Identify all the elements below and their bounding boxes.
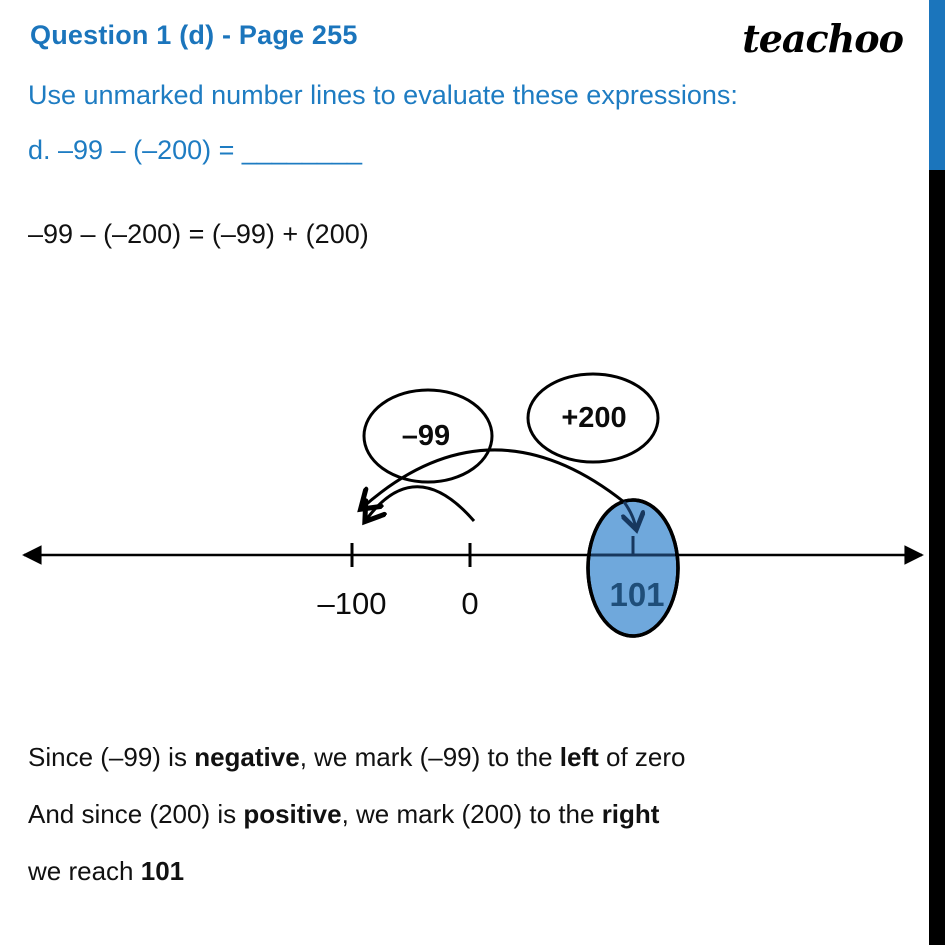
- result-label-101: 101: [609, 576, 665, 613]
- text-segment: of zero: [598, 742, 686, 772]
- tick-label-minus-100: –100: [317, 586, 387, 621]
- number-line-diagram: [0, 330, 945, 670]
- explanation-line-3: [28, 856, 184, 887]
- bold-101: 101: [140, 856, 185, 886]
- explanation-line-1: [28, 742, 686, 773]
- bold-right: right: [601, 799, 660, 829]
- jump-label-minus-99: –99: [401, 420, 451, 452]
- text-segment: Since (–99) is: [28, 742, 195, 772]
- bold-left: left: [559, 742, 599, 772]
- text-segment: , we mark (–99) to the: [299, 742, 560, 772]
- question-expression: d. –99 – (–200) = ________: [28, 135, 363, 165]
- teachoo-logo: teachoo: [742, 16, 903, 61]
- bold-positive: positive: [243, 799, 342, 829]
- explanation-line-2: [28, 799, 659, 830]
- bold-negative: negative: [194, 742, 300, 772]
- solution-rewrite-expression: –99 – (–200) = (–99) + (200): [28, 219, 369, 249]
- question-instruction: Use unmarked number lines to evaluate these expressions:: [28, 80, 738, 110]
- jump-label-plus-200: +200: [561, 402, 627, 434]
- text-segment: And since (200) is: [28, 799, 244, 829]
- text-segment: we reach: [28, 856, 141, 886]
- text-segment: , we mark (200) to the: [341, 799, 602, 829]
- page-title: Question 1 (d) - Page 255: [30, 20, 358, 50]
- right-accent-bar-blue: [929, 0, 945, 170]
- tick-label-zero: 0: [461, 586, 479, 621]
